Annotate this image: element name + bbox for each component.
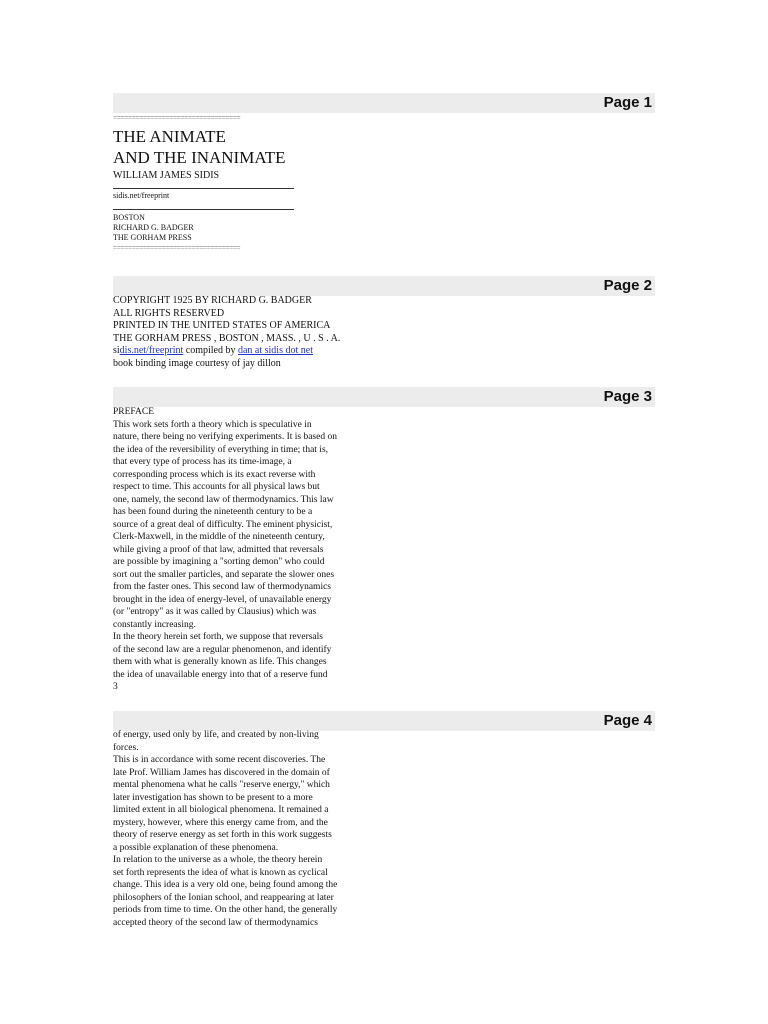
- publisher-text: RICHARD G. BADGER: [113, 222, 194, 232]
- divider-rule: [113, 209, 294, 210]
- rights-line: ALL RIGHTS RESERVED: [113, 307, 225, 319]
- page-2-content: [113, 295, 340, 370]
- author-name: WILLIAM JAMES SIDIS: [113, 170, 220, 181]
- page-header-2: [113, 276, 655, 296]
- separator: ==================================: [113, 114, 241, 122]
- page-4-body: of energy, used only by life, and created by non-living forces. This is in accordance with some recent discoveries. The late Prof. William James has discovered in the domain of mental phenomena what he calls "reserve energy," which later investigation has shown to be present to a more limited extent in all biological phenomena. It remained a mystery, however, where this energy came from, and the theory of reserve energy as set forth in this work suggests a possible explanation of these phenomena. In relation to the universe as a whole, the theory herein set forth represents the idea of what is known as cyclical change. This idea is a very old one, being found among the philosophers of the Ionian school, and reappearing at later periods from time to time. On the other hand, the generally accepted theory of the second law of thermodynamics: [113, 730, 338, 928]
- separator: ==================================: [113, 243, 241, 252]
- page-1-content: [113, 115, 294, 252]
- city-text: BOSTON: [113, 212, 145, 222]
- preface-heading: PREFACE: [113, 407, 155, 417]
- divider-rule: [113, 188, 294, 189]
- book-title-line1: THE ANIMATE: [113, 127, 226, 146]
- freeprint-link[interactable]: dis.net/freeprint: [119, 345, 184, 356]
- email-link[interactable]: dan at sidis dot net: [237, 345, 313, 356]
- site-text: sidis.net/freeprint: [113, 190, 170, 200]
- page-4-content: [113, 729, 373, 929]
- page-label-3: Page 3: [603, 388, 652, 405]
- page-label-4: Page 4: [603, 712, 652, 729]
- link-prefix: si: [113, 345, 120, 356]
- printed-line: PRINTED IN THE UNITED STATES OF AMERICA: [113, 320, 331, 331]
- page-header-1: [113, 93, 655, 113]
- page-header-4: [113, 711, 655, 731]
- page-label-1: Page 1: [603, 94, 652, 111]
- page-header-3: [113, 387, 655, 407]
- press-text: THE GORHAM PRESS: [113, 232, 192, 242]
- credits-line: [113, 345, 340, 358]
- compiled-by-text: compiled by: [183, 345, 238, 356]
- binding-credit-line: book binding image courtesy of jay dillon: [113, 357, 281, 369]
- page-label-2: Page 2: [603, 277, 652, 294]
- press-address-line: THE GORHAM PRESS , BOSTON , MASS. , U . S . A.: [113, 332, 341, 344]
- copyright-line: COPYRIGHT 1925 BY RICHARD G. BADGER: [113, 295, 312, 306]
- page-3-content: [113, 406, 373, 694]
- preface-body: This work sets forth a theory which is speculative in nature, there being no verifying experiments. It is based on the idea of the reversibility of everything in time; that is, that every type of process has its time-image, a corresponding process which is its exact reverse with respect to time. This accounts for all physical laws but one, namely, the second law of thermodynamics. This law has been found during the nineteenth century to be a source of a great deal of difficulty. The eminent physicist, Clerk-Maxwell, in the middle of the nineteenth century, while giving a proof of that law, admitted that reversals are possible by imagining a "sorting demon" who could sort out the smaller particles, and separate the slower ones from the faster ones. This second law of thermodynamics brought in the idea of energy-level, of unavailable energy (or "entropy" as it was called by Clausius) which was constantly increasing. In the theory herein set forth, we suppose that reversals of the second law are a regular phenomenon, and identify them with what is generally known as life. This changes the idea of unavailable energy into that of a reserve fund 3: [113, 419, 337, 692]
- book-title-line2: AND THE INANIMATE: [113, 148, 286, 167]
